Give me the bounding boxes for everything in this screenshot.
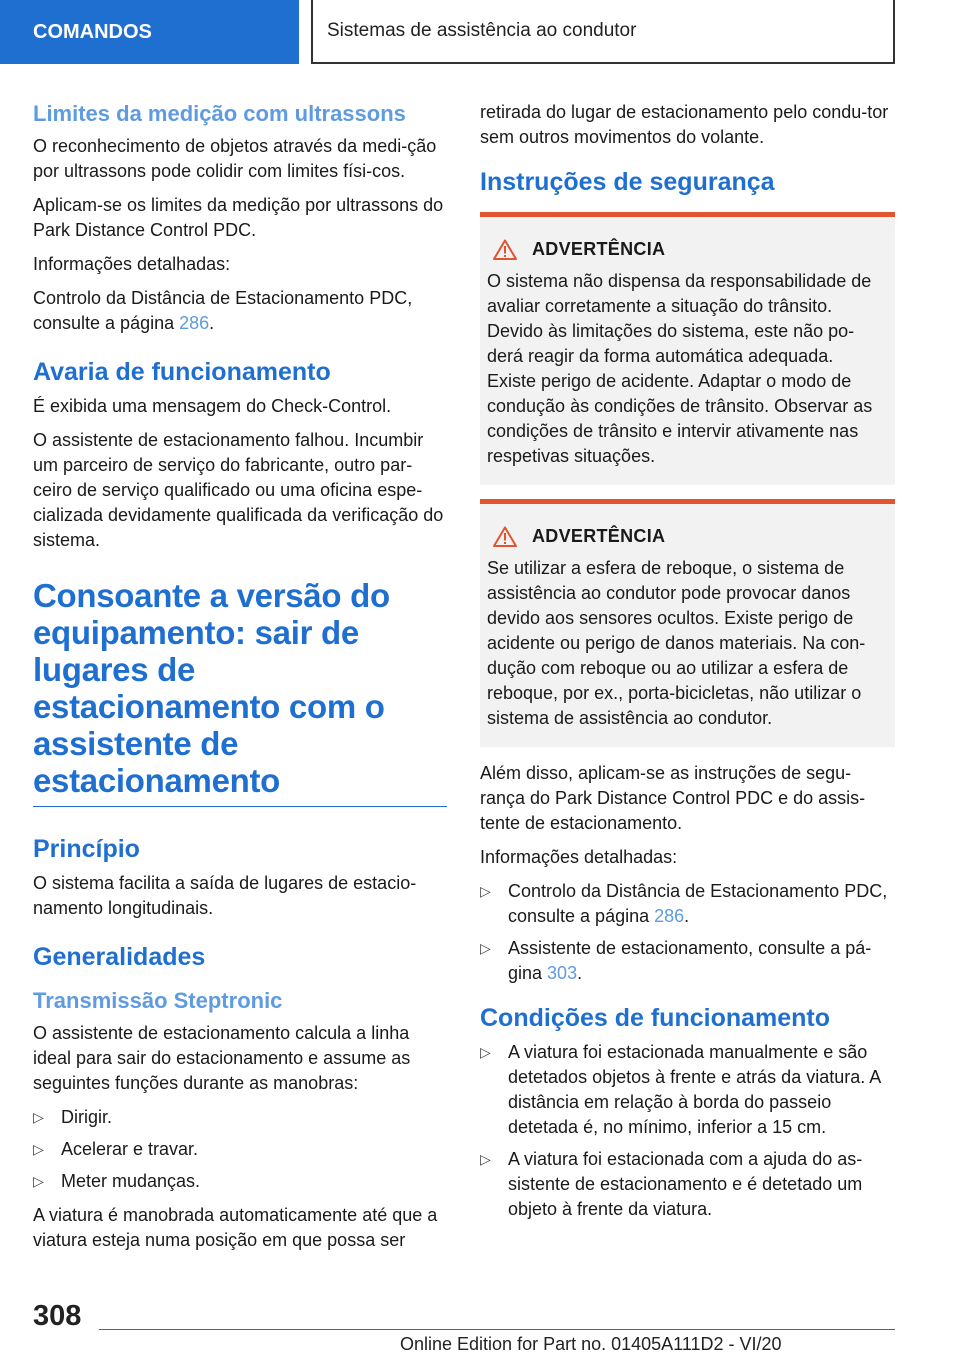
references-list <box>480 879 895 986</box>
malfunction-paragraph-1: É exibida uma mensagem do Check-Control. <box>33 396 392 416</box>
continued-paragraph: retirada do lugar de estacionamento pelo condu-tor sem outros movimentos do volante. <box>480 102 889 147</box>
triangle-right-bullet-icon: ▷ <box>480 1151 491 1167</box>
page-header <box>0 0 960 66</box>
details-paragraph: Informações detalhadas: <box>480 847 678 867</box>
conditions-heading: Condições de funcionamento <box>480 1004 831 1032</box>
page-link-286[interactable]: 286 <box>179 313 210 333</box>
list-item <box>33 1105 447 1130</box>
limits-paragraph-2: Aplicam-se os limites da medição por ultrassons do Park Distance Control PDC. <box>33 195 444 240</box>
page-link-286[interactable]: 286 <box>654 906 685 926</box>
warning-text: O sistema não dispensa da responsabilidade de avaliar corretamente a situação do trânsito. Devido às limitações do sistema, este não po-derá reagir da forma automática adequada. Existe perigo de acidente. Adaptar o modo de condução às condições de trânsito. Observar as condições de trânsito e intervir ativamente nas respetivas situações. <box>487 271 873 466</box>
list-item-text: A viatura foi estacionada com a ajuda do as-sistente de estacionamento e é detetado um objeto à frente da viatura. <box>508 1149 863 1219</box>
warning-triangle-icon <box>493 239 517 260</box>
list-item-text: A viatura foi estacionada manualmente e são detetados objetos à frente e atrás da viatura. A distância em relação à borda do passeio detetada é, no mínimo, inferior a 15 cm. <box>508 1042 881 1137</box>
limits-heading: Limites da medição com ultrassons <box>33 101 406 126</box>
list-item-end: . <box>684 906 690 926</box>
limits-paragraph-1: O reconhecimento de objetos através da medi-ção por ultrassons pode colidir com limites físi-cos. <box>33 136 437 181</box>
list-item <box>480 936 895 986</box>
page-number: 308 <box>33 1300 82 1332</box>
malfunction-heading: Avaria de funcionamento <box>33 358 331 386</box>
general-heading: Generalidades <box>33 943 206 971</box>
warning-text: Se utilizar a esfera de reboque, o sistema de assistência ao condutor pode provocar danos devido aos sensores ocultos. Existe perigo de acidente ou perigo de danos materiais. Na con-dução com reboque ou ao utilizar a esfera de reboque, por ex., porta-bicicletas, não utilizar o sistema de assistência ao condutor. <box>487 558 866 728</box>
list-item <box>33 1137 447 1162</box>
list-item-text: Assistente de estacionamento, consulte a pá-gina <box>508 938 872 983</box>
section-tab: COMANDOS <box>0 0 299 64</box>
list-item <box>480 1040 895 1140</box>
limits-paragraph-4 <box>33 286 447 336</box>
triangle-right-bullet-icon: ▷ <box>33 1109 44 1125</box>
functions-list <box>33 1105 447 1194</box>
warning-title <box>487 237 887 261</box>
right-column <box>480 100 895 1231</box>
malfunction-paragraph-2: O assistente de estacionamento falhou. Incumbir um parceiro de serviço do fabricante, outro par-ceiro de serviço qualificado ou uma oficina espe-cializada devidamente qualificada da verificação do sistema. <box>33 430 444 550</box>
warning-box-1 <box>480 212 895 485</box>
triangle-right-bullet-icon: ▷ <box>480 1044 491 1060</box>
conditions-list <box>480 1040 895 1222</box>
warning-triangle-icon <box>493 526 517 547</box>
list-item <box>480 879 895 929</box>
triangle-right-bullet-icon: ▷ <box>33 1141 44 1157</box>
list-item-text: Controlo da Distância de Estacionamento PDC, consulte a página <box>508 881 888 926</box>
list-item-text: Dirigir. <box>61 1107 113 1127</box>
also-paragraph: Além disso, aplicam-se as instruções de segu-rança do Park Distance Control PDC e do assis-tente de estacionamento. <box>480 763 866 833</box>
triangle-right-bullet-icon: ▷ <box>480 940 491 956</box>
maneuver-paragraph: A viatura é manobrada automaticamente até que a viatura esteja numa posição em que possa ser <box>33 1205 438 1250</box>
warning-title <box>487 524 887 548</box>
edition-text: Online Edition for Part no. 01405A111D2 - VI/20 <box>400 1334 782 1354</box>
steptronic-heading: Transmissão Steptronic <box>33 988 283 1013</box>
safety-heading: Instruções de segurança <box>480 168 775 196</box>
warning-box-2 <box>480 499 895 747</box>
list-item-text: Acelerar e travar. <box>61 1139 199 1159</box>
triangle-right-bullet-icon: ▷ <box>33 1173 44 1189</box>
list-item-text: Meter mudanças. <box>61 1171 201 1191</box>
page-footer <box>0 1290 960 1362</box>
page-link-303[interactable]: 303 <box>547 963 578 983</box>
left-column <box>33 100 447 1262</box>
list-item <box>480 1147 895 1222</box>
principle-heading: Princípio <box>33 835 140 863</box>
main-section-heading: Consoante a versão do equipamento: sair de lugares de estacionamento com o assistente de estacionamento <box>33 577 447 807</box>
list-item <box>33 1169 447 1194</box>
warning-label: ADVERTÊNCIA <box>532 526 666 546</box>
limits-paragraph-3: Informações detalhadas: <box>33 254 231 274</box>
footer-rule <box>99 1329 895 1330</box>
chapter-title: Sistemas de assistência ao condutor <box>311 0 895 64</box>
principle-paragraph: O sistema facilita a saída de lugares de estacio-namento longitudinais. <box>33 873 417 918</box>
steptronic-paragraph: O assistente de estacionamento calcula a linha ideal para sair do estacionamento e assume as seguintes funções durante as manobras: <box>33 1023 411 1093</box>
triangle-right-bullet-icon: ▷ <box>480 883 491 899</box>
list-item-end: . <box>577 963 583 983</box>
limits-ref-end: . <box>209 313 215 333</box>
limits-ref-text: Controlo da Distância de Estacionamento PDC, consulte a página <box>33 288 413 333</box>
warning-label: ADVERTÊNCIA <box>532 239 666 259</box>
